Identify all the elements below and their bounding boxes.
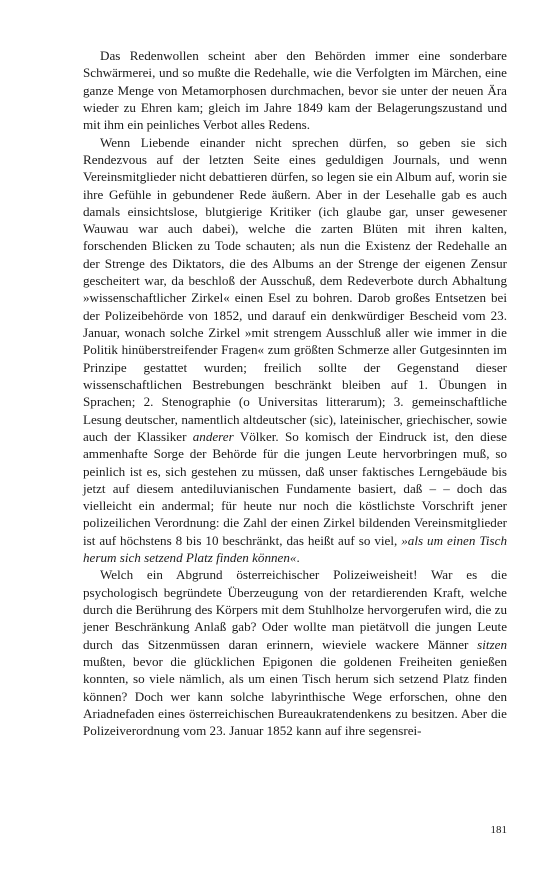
paragraph-1-text: Das Redenwollen scheint aber den Behörden immer eine sonderbare Schwärmerei, und so mußte die Redehalle, wie die Verfolgten im Märchen, eine ganze Menge von Metamorphosen durchmachen, bevor sie unter der neuen Ära wieder zu Ehren kam; gleich im Jahre 1849 kam der Belagerungszustand und mit ihm ein peinliches Verbot alles Redens. <box>83 48 507 133</box>
paragraph-3-text-a: Welch ein Abgrund österreichischer Polizeiweisheit! War es die psychologisch begründete Überzeugung von der retardierenden Kraft, welche durch die Berührung des Körpers mit dem Stuhlholze hervorgerufen wird, die zu jener Beschränkung Anlaß gab? Oder wollte man pietätvoll die jungen Leute durch das Sitzenmüssen daran erinnern, wieviele wackere Männer <box>83 567 507 652</box>
paragraph-2-text-b: Völker. So komisch der Eindruck ist, den diese ammenhafte Sorge der Behörde für die jungen Leute hervorbringen muß, so peinlich ist es, sich gestehen zu müssen, daß unser faktisches Lerngebäude bis jetzt auf diesem antediluvianischen Fundamente basiert, daß – – doch das vielleicht ein andermal; für heute nur noch die köstlichste Vorschrift jener polizeilichen Verordnung: die Zahl der einen Zirkel bildenden Vereinsmitglieder ist auf höchstens 8 bis 10 beschränkt, das heißt auf so viel, <box>83 428 507 548</box>
paragraph-album-zirkel <box>83 134 507 567</box>
paragraph-polizeiweisheit <box>83 566 507 739</box>
paragraph-3-text-b: mußten, bevor die glücklichen Epigonen die goldenen Freiheiten genießen konnten, so viele nämlich, als um einen Tisch herum sich setzend Platz finden können? Doch wer kann solche labyrinthische Wege erforschen, ohne den Ariadnefaden eines österreichischen Bureaukratendenkens zu besitzen. Aber die Polizeiverordnung vom 23. Januar 1852 kann auf ihre segensrei- <box>83 653 507 739</box>
paragraph-redehalle-metamorphosen <box>83 47 507 134</box>
italic-sitzen: sitzen <box>477 636 507 652</box>
page-number: 181 <box>490 824 507 836</box>
paragraph-2-text-a: Wenn Liebende einander nicht sprechen dürfen, so geben sie sich Rendezvous auf der letzten Seite eines geduldigen Journals, und wenn Vereinsmitglieder nicht debattieren dürfen, so legen sie ein Album auf, worin sie ihre Gefühle in gebundener Rede äußern. Aber in der Lesehalle gab es auch damals einsichtslose, blutgierige Kritiker (ich glaube gar, unser gewesener Wauwau war auch dabei), welche die zarten Blüten mit ihren kalten, forschenden Blicken zu Tode schauten; als nun die Existenz der Redehalle an der Strenge des Diktators, die des Albums an der Strenge der eigenen Zensur gescheitert war, da beschloß der Ausschuß, dem Redeverbote durch Abhaltung »wissenschaftlicher Zirkel« einen Esel zu bohren. Darob großes Entsetzen bei der Polizeibehörde von 1852, und darauf ein denkwürdiger Bescheid vom 23. Januar, wonach solche Zirkel »mit strengem Ausschluß aller wie immer in die Politik hinüberstreifender Fragen« zum größten Schmerze aller Gutgesinnten im Prinzipe gestattet wurden; freilich sollte der Gegenstand dieser wissenschaftlichen Bestrebungen beschränkt bleiben auf 1. Übungen in Sprachen; 2. Stenographie (o Universitas litterarum); 3. gemeinschaftliche Lesung deutscher, namentlich altdeutscher (sic), lateinischer, griechischer, sowie auch der Klassiker <box>83 134 507 444</box>
paragraph-2-text-c: . <box>296 550 300 566</box>
italic-anderer: anderer <box>192 428 234 444</box>
italic-tisch-quote: »als um einen Tisch herum sich setzend Platz finden können« <box>83 532 507 566</box>
book-page-body <box>83 47 507 740</box>
